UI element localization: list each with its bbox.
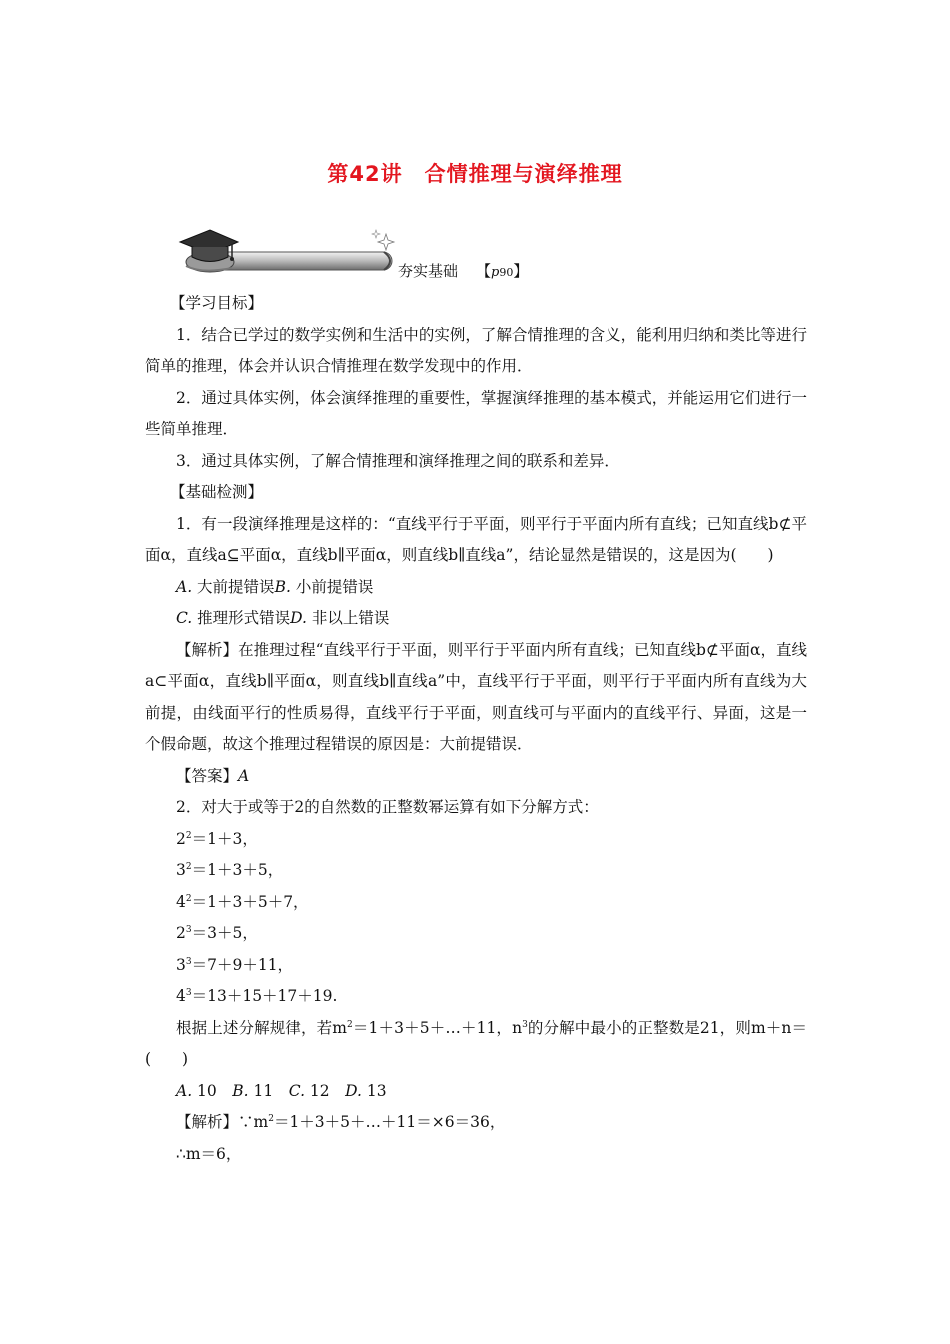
eq-rhs: ＝1＋3＋5， xyxy=(191,861,284,879)
check-heading: 【基础检测】 xyxy=(170,483,264,501)
eq-exp: 2 xyxy=(185,830,192,841)
page-ref-open: 【 xyxy=(476,262,492,280)
q2-option-a: 10 xyxy=(192,1081,233,1100)
banner-title: 夯实基础 xyxy=(398,262,459,280)
goals-heading: 【学习目标】 xyxy=(170,294,264,312)
q2-stem-part: 根据上述分解规律，若m xyxy=(176,1018,347,1037)
equation-2 xyxy=(145,855,807,887)
document-body xyxy=(145,288,807,1170)
question-2-analysis-line2: ∴m＝6， xyxy=(176,1144,242,1163)
eq-exp: 3 xyxy=(185,956,192,967)
q2-option-c: 12 xyxy=(305,1081,346,1100)
q2-option-d: 13 xyxy=(361,1081,387,1100)
q1-option-b: 小前提错误 xyxy=(290,577,374,596)
q1-option-d: 非以上错误 xyxy=(306,609,390,627)
equation-5 xyxy=(145,950,807,982)
q2-option-a-letter: A. xyxy=(176,1081,193,1100)
question-2-analysis xyxy=(145,1107,807,1139)
page-title: 第42讲 合情推理与演绎推理 xyxy=(327,162,623,186)
q2-stem-part: ＝1＋3＋5＋…＋11，n xyxy=(352,1018,523,1037)
q1-option-a-letter: A. xyxy=(176,577,193,596)
q1-option-c-letter: C. xyxy=(176,609,193,627)
goal-1: 1．结合已学过的数学实例和生活中的实例，了解合情推理的含义，能利用归纳和类比等进行简单的推理，体会并认识合情推理在数学发现中的作用． xyxy=(145,325,807,375)
q2-analysis-part: 【解析】∵m xyxy=(176,1113,269,1131)
question-1: 1．有一段演绎推理是这样的：“直线平行于平面，则平行于平面内所有直线；已知直线b⊄平面α，直线a⊆平面α，直线b∥平面α，则直线b∥直线a”，结论显然是错误的，这是因为( ) xyxy=(145,514,807,564)
question-1-analysis: 【解析】在推理过程“直线平行于平面，则平行于平面内所有直线；已知直线b⊄平面α，直线a⊂平面α，直线b∥平面α，则直线b∥直线a”中，直线平行于平面，则平行于平面内所有直线为大前提，由线面平行的性质易得，直线平行于平面，则直线可与平面内的直线平行、异面，这是一个假命题，故这个推理过程错误的原因是：大前提错误． xyxy=(145,640,807,753)
q1-option-c: 推理形式错误 xyxy=(192,609,291,627)
graduation-cap-icon xyxy=(172,226,412,282)
question-1-options-ab xyxy=(145,572,807,604)
page-ref-close: 】 xyxy=(513,262,529,280)
q1-option-b-letter: B. xyxy=(274,577,291,596)
eq-base: 2 xyxy=(176,829,186,848)
question-2: 2．对大于或等于2的自然数的正整数幂运算有如下分解方式： xyxy=(176,798,599,816)
page-reference xyxy=(476,262,528,280)
equation-3 xyxy=(145,887,807,919)
question-1-answer xyxy=(145,761,807,793)
answer-value: A xyxy=(238,766,250,785)
section-banner xyxy=(172,226,532,282)
answer-label: 【答案】 xyxy=(176,766,239,785)
eq-exp: 2 xyxy=(185,893,192,904)
eq-base: 2 xyxy=(176,924,186,942)
eq-rhs: ＝3＋5， xyxy=(191,924,258,942)
page-ref-letter: p xyxy=(491,265,500,280)
eq-rhs: ＝13＋15＋17＋19. xyxy=(191,987,338,1005)
page-ref-number: 90 xyxy=(499,266,514,279)
q1-option-a: 大前提错误 xyxy=(192,577,275,596)
q2-exp: 3 xyxy=(522,1019,528,1030)
q2-exp: 2 xyxy=(268,1114,274,1124)
eq-exp: 3 xyxy=(185,988,192,998)
q2-option-d-letter: D. xyxy=(345,1081,362,1100)
equation-1 xyxy=(145,824,807,856)
equation-4 xyxy=(145,918,807,950)
question-2-stem xyxy=(145,1013,807,1076)
goal-2: 2．通过具体实例，体会演绎推理的重要性，掌握演绎推理的基本模式，并能运用它们进行一些简单推理． xyxy=(145,388,807,438)
q2-exp: 2 xyxy=(346,1019,353,1030)
question-1-options-cd xyxy=(145,603,807,635)
eq-base: 4 xyxy=(176,892,186,911)
goal-3: 3．通过具体实例，了解合情推理和演绎推理之间的联系和差异． xyxy=(176,451,620,470)
eq-exp: 2 xyxy=(185,862,192,872)
question-2-options xyxy=(145,1076,807,1108)
eq-base: 3 xyxy=(176,955,186,974)
banner-label xyxy=(398,260,528,281)
eq-rhs: ＝1＋3＋5＋7， xyxy=(191,892,309,911)
eq-rhs: ＝7＋9＋11， xyxy=(191,955,294,974)
equation-6 xyxy=(145,981,807,1013)
q1-option-d-letter: D. xyxy=(290,609,307,627)
eq-exp: 3 xyxy=(185,925,192,935)
q2-analysis-part: ＝1＋3＋5＋…＋11＝×6＝36， xyxy=(273,1113,506,1131)
q2-option-b-letter: B. xyxy=(232,1081,249,1100)
q2-option-b: 11 xyxy=(248,1081,289,1100)
q2-option-c-letter: C. xyxy=(288,1081,305,1100)
eq-base: 4 xyxy=(176,987,186,1005)
q2-stem-part: 的分解中最小的正整数是21，则m＋n＝( ) xyxy=(145,1018,808,1068)
eq-base: 3 xyxy=(176,861,186,879)
eq-rhs: ＝1＋3， xyxy=(191,829,258,848)
